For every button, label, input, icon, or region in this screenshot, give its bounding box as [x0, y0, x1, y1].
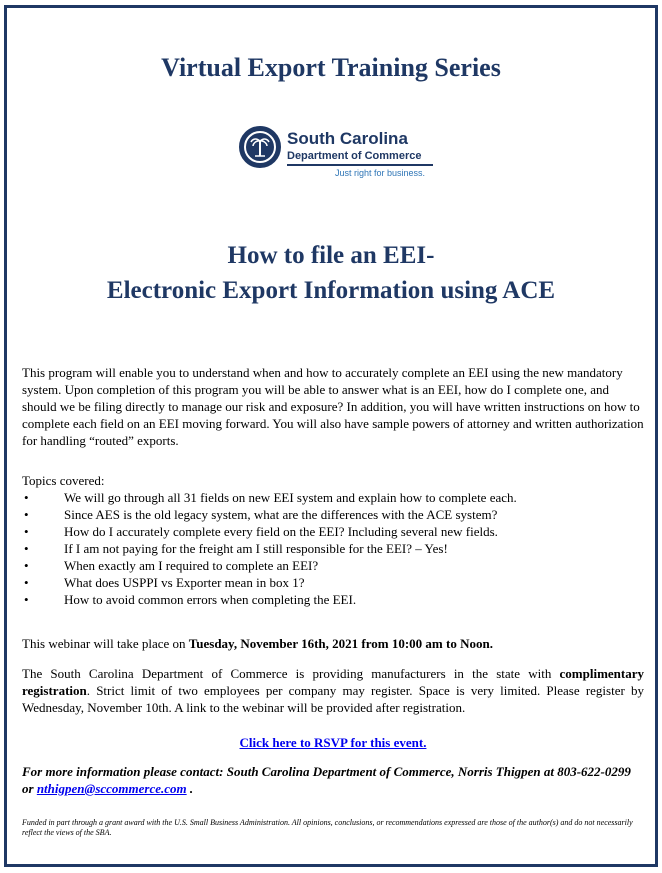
registration-prefix: The South Carolina Department of Commerce is providing manufacturers in the state with [22, 666, 560, 681]
list-item: • What does USPPI vs Exporter mean in box 1? [22, 574, 644, 591]
contact-suffix: . [186, 781, 194, 796]
heading-line-2: Electronic Export Information using ACE [106, 277, 556, 304]
logo-tagline: Just right for business. [335, 168, 426, 178]
registration-paragraph [22, 665, 644, 716]
funding-disclaimer: Funded in part through a grant award with the U.S. Small Business Administration. All opinions, conclusions, or recommendations expressed are those of the author(s) and do not necessarily reflect the views of the SBA. [22, 818, 633, 837]
registration-complimentary: complimentary registration [22, 666, 644, 698]
event-heading [7, 238, 655, 308]
list-item: • We will go through all 31 fields on new EEI system and explain how to complete each. [22, 489, 644, 506]
rsvp-paragraph [22, 734, 644, 751]
palmetto-seal-icon [239, 126, 281, 168]
list-item: • When exactly am I required to complete an EEI? [22, 557, 644, 574]
topics-section [22, 472, 644, 608]
contact-text: For more information please contact: South Carolina Department of Commerce, Norris Thigpen at 803-622-0299 or [22, 764, 631, 796]
webinar-datetime: Tuesday, November 16th, 2021 from 10:00 am to Noon. [188, 636, 493, 651]
contact-email-link[interactable]: nthigpen@sccommerce.com [36, 781, 187, 796]
flyer-frame [4, 5, 658, 867]
logo-state-name: South Carolina [287, 129, 408, 148]
list-item: • How do I accurately complete every field on the EEI? Including several new fields. [22, 523, 644, 540]
list-item: • How to avoid common errors when completing the EEI. [22, 591, 644, 608]
list-item: • If I am not paying for the freight am I still responsible for the EEI? – Yes! [22, 540, 644, 557]
list-item: • Since AES is the old legacy system, what are the differences with the ACE system? [22, 506, 644, 523]
heading-line-1: How to file an EEI- [227, 242, 435, 269]
page-title: Virtual Export Training Series [161, 53, 501, 82]
topics-label: Topics covered: [22, 473, 105, 488]
logo-divider [287, 164, 433, 166]
webinar-date-paragraph [22, 635, 644, 652]
topics-list [22, 489, 644, 608]
contact-paragraph [22, 763, 644, 797]
intro-paragraph: This program will enable you to understand when and how to accurately complete an EEI using the new mandatory system. Upon completion of this program you will be able to answer what is an EEI, how do I complete one, and should we be filing directly to manage our risk and exposure? In addition, you will have written instructions on how to complete each field on an EEI moving forward. You will also have sample powers of attorney and written authorization for handling “routed” exports. [22, 365, 644, 448]
webinar-prefix: This webinar will take place on [22, 636, 189, 651]
sc-commerce-logo [239, 126, 439, 186]
registration-suffix: . Strict limit of two employees per company may register. Space is very limited. Please register by Wednesday, November 10th. A link to the webinar will be provided after registration. [22, 683, 644, 715]
logo-department: Department of Commerce [287, 150, 422, 162]
rsvp-link[interactable]: Click here to RSVP for this event. [239, 735, 427, 750]
